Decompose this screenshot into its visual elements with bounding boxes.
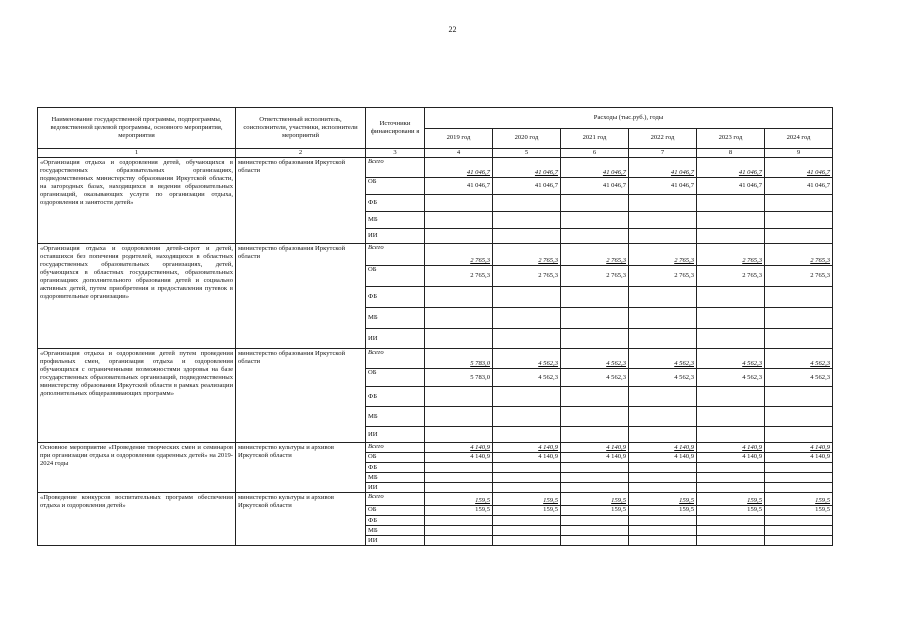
empty-cell bbox=[697, 329, 765, 349]
empty-cell bbox=[425, 463, 493, 473]
total-value-text: 4 562,3 bbox=[810, 360, 831, 367]
row-responsible: министерство образования Иркутской области bbox=[236, 349, 366, 443]
ob-value: 159,5 bbox=[697, 506, 765, 516]
total-value bbox=[697, 158, 765, 178]
total-value-text: 159,5 bbox=[679, 497, 694, 504]
empty-cell bbox=[425, 427, 493, 443]
empty-cell bbox=[697, 407, 765, 427]
ob-value: 4 140,9 bbox=[765, 453, 833, 463]
empty-cell bbox=[425, 329, 493, 349]
total-value-text: 5 783,0 bbox=[470, 360, 490, 367]
total-value bbox=[561, 443, 629, 453]
column-number: 5 bbox=[493, 149, 561, 158]
empty-cell bbox=[697, 212, 765, 229]
source-label: ОБ bbox=[366, 369, 425, 387]
empty-cell bbox=[493, 463, 561, 473]
total-value-text: 4 140,9 bbox=[470, 444, 490, 451]
empty-cell bbox=[629, 308, 697, 329]
total-value bbox=[561, 158, 629, 178]
table-row bbox=[38, 493, 833, 506]
total-value bbox=[629, 443, 697, 453]
empty-cell bbox=[561, 473, 629, 483]
source-label: МБ bbox=[366, 526, 425, 536]
ob-value: 159,5 bbox=[765, 506, 833, 516]
ob-value: 4 562,3 bbox=[697, 369, 765, 387]
empty-cell bbox=[425, 526, 493, 536]
empty-cell bbox=[425, 287, 493, 308]
total-value-text: 2 765,3 bbox=[470, 257, 490, 264]
empty-cell bbox=[765, 387, 833, 407]
total-value-text: 2 765,3 bbox=[674, 257, 694, 264]
total-value-text: 41 046,7 bbox=[806, 169, 831, 176]
empty-cell bbox=[765, 473, 833, 483]
total-value-text: 4 140,9 bbox=[810, 444, 831, 451]
total-value bbox=[697, 244, 765, 266]
empty-cell bbox=[561, 229, 629, 244]
expenses-table bbox=[37, 107, 833, 546]
row-responsible: министерство образования Иркутской области bbox=[236, 158, 366, 244]
empty-cell bbox=[425, 212, 493, 229]
total-value-text: 4 562,3 bbox=[606, 360, 626, 367]
column-number: 9 bbox=[765, 149, 833, 158]
ob-value: 41 046,7 bbox=[493, 178, 561, 195]
ob-value: 41 046,7 bbox=[629, 178, 697, 195]
total-value-text: 159,5 bbox=[747, 497, 762, 504]
empty-cell bbox=[561, 195, 629, 212]
table-row bbox=[38, 443, 833, 453]
empty-cell bbox=[697, 308, 765, 329]
ob-value: 2 765,3 bbox=[561, 266, 629, 287]
empty-cell bbox=[629, 427, 697, 443]
column-number: 2 bbox=[236, 149, 366, 158]
empty-cell bbox=[765, 536, 833, 546]
total-value bbox=[425, 244, 493, 266]
source-label: ИИ bbox=[366, 329, 425, 349]
empty-cell bbox=[629, 463, 697, 473]
total-value bbox=[425, 349, 493, 369]
empty-cell bbox=[629, 329, 697, 349]
total-value-text: 159,5 bbox=[815, 497, 831, 504]
ob-value: 2 765,3 bbox=[425, 266, 493, 287]
empty-cell bbox=[629, 229, 697, 244]
row-responsible: министерство культуры и архивов Иркутской области bbox=[236, 493, 366, 546]
empty-cell bbox=[765, 463, 833, 473]
empty-cell bbox=[697, 463, 765, 473]
ob-value: 4 140,9 bbox=[697, 453, 765, 463]
empty-cell bbox=[629, 387, 697, 407]
empty-cell bbox=[493, 536, 561, 546]
empty-cell bbox=[629, 536, 697, 546]
empty-cell bbox=[629, 473, 697, 483]
source-label: ФБ bbox=[366, 463, 425, 473]
ob-value: 41 046,7 bbox=[697, 178, 765, 195]
column-number: 3 bbox=[366, 149, 425, 158]
row-responsible: министерство образования Иркутской области bbox=[236, 244, 366, 349]
empty-cell bbox=[561, 516, 629, 526]
header-year: 2023 год bbox=[697, 129, 765, 149]
total-value-text: 4 562,3 bbox=[538, 360, 558, 367]
total-value-text: 159,5 bbox=[543, 497, 558, 504]
total-value-text: 41 046,7 bbox=[534, 169, 558, 176]
empty-cell bbox=[697, 195, 765, 212]
ob-value: 4 562,3 bbox=[493, 369, 561, 387]
source-label: ФБ bbox=[366, 516, 425, 526]
ob-value: 2 765,3 bbox=[697, 266, 765, 287]
total-value bbox=[561, 244, 629, 266]
empty-cell bbox=[765, 483, 833, 493]
ob-value: 2 765,3 bbox=[629, 266, 697, 287]
empty-cell bbox=[697, 516, 765, 526]
total-value bbox=[425, 443, 493, 453]
empty-cell bbox=[629, 212, 697, 229]
ob-value: 4 140,9 bbox=[561, 453, 629, 463]
empty-cell bbox=[561, 308, 629, 329]
ob-value: 159,5 bbox=[425, 506, 493, 516]
source-label: Всего bbox=[366, 244, 425, 266]
column-number: 4 bbox=[425, 149, 493, 158]
total-value bbox=[697, 493, 765, 506]
empty-cell bbox=[561, 463, 629, 473]
total-value bbox=[629, 493, 697, 506]
empty-cell bbox=[493, 407, 561, 427]
total-value-text: 4 140,9 bbox=[606, 444, 626, 451]
ob-value: 159,5 bbox=[629, 506, 697, 516]
source-label: ИИ bbox=[366, 483, 425, 493]
column-number: 6 bbox=[561, 149, 629, 158]
empty-cell bbox=[493, 387, 561, 407]
source-label: ФБ bbox=[366, 195, 425, 212]
empty-cell bbox=[765, 308, 833, 329]
empty-cell bbox=[697, 427, 765, 443]
empty-cell bbox=[561, 536, 629, 546]
empty-cell bbox=[493, 329, 561, 349]
total-value bbox=[765, 158, 833, 178]
empty-cell bbox=[561, 329, 629, 349]
header-year: 2019 год bbox=[425, 129, 493, 149]
source-label: Всего bbox=[366, 443, 425, 453]
total-value bbox=[561, 349, 629, 369]
total-value bbox=[765, 349, 833, 369]
empty-cell bbox=[493, 473, 561, 483]
total-value bbox=[765, 443, 833, 453]
total-value-text: 41 046,7 bbox=[602, 169, 626, 176]
empty-cell bbox=[425, 407, 493, 427]
source-label: МБ bbox=[366, 473, 425, 483]
total-value bbox=[697, 349, 765, 369]
total-value-text: 41 046,7 bbox=[670, 169, 694, 176]
ob-value: 4 140,9 bbox=[629, 453, 697, 463]
empty-cell bbox=[697, 229, 765, 244]
total-value bbox=[493, 443, 561, 453]
source-label: ФБ bbox=[366, 287, 425, 308]
empty-cell bbox=[697, 483, 765, 493]
header-year: 2020 год bbox=[493, 129, 561, 149]
total-value bbox=[629, 244, 697, 266]
empty-cell bbox=[765, 407, 833, 427]
source-label: ОБ bbox=[366, 178, 425, 195]
empty-cell bbox=[493, 427, 561, 443]
header-year: 2021 год bbox=[561, 129, 629, 149]
empty-cell bbox=[493, 483, 561, 493]
total-value bbox=[697, 443, 765, 453]
empty-cell bbox=[765, 287, 833, 308]
ob-value: 4 140,9 bbox=[425, 453, 493, 463]
total-value bbox=[629, 158, 697, 178]
empty-cell bbox=[493, 212, 561, 229]
total-value-text: 4 140,9 bbox=[742, 444, 762, 451]
empty-cell bbox=[629, 483, 697, 493]
header-name: Наименование государственной программы, подпрограммы, ведомственной целевой программы, основного мероприятия, мероприятия bbox=[38, 108, 236, 149]
total-value-text: 2 765,3 bbox=[538, 257, 558, 264]
empty-cell bbox=[697, 526, 765, 536]
total-value bbox=[765, 493, 833, 506]
empty-cell bbox=[697, 387, 765, 407]
empty-cell bbox=[765, 329, 833, 349]
page-number: 22 bbox=[448, 25, 457, 34]
total-value bbox=[425, 158, 493, 178]
empty-cell bbox=[561, 407, 629, 427]
empty-cell bbox=[425, 516, 493, 526]
empty-cell bbox=[561, 483, 629, 493]
source-label: Всего bbox=[366, 493, 425, 506]
source-label: ИИ bbox=[366, 536, 425, 546]
empty-cell bbox=[425, 473, 493, 483]
empty-cell bbox=[765, 526, 833, 536]
empty-cell bbox=[493, 516, 561, 526]
empty-cell bbox=[629, 516, 697, 526]
ob-value: 4 562,3 bbox=[629, 369, 697, 387]
empty-cell bbox=[425, 308, 493, 329]
empty-cell bbox=[493, 229, 561, 244]
empty-cell bbox=[697, 536, 765, 546]
empty-cell bbox=[629, 407, 697, 427]
header-expenses: Расходы (тыс.руб.), годы bbox=[425, 108, 833, 129]
total-value-text: 2 765,3 bbox=[742, 257, 762, 264]
total-value-text: 4 140,9 bbox=[538, 444, 558, 451]
empty-cell bbox=[425, 536, 493, 546]
ob-value: 4 140,9 bbox=[493, 453, 561, 463]
empty-cell bbox=[561, 526, 629, 536]
empty-cell bbox=[561, 427, 629, 443]
source-label: МБ bbox=[366, 308, 425, 329]
empty-cell bbox=[629, 195, 697, 212]
empty-cell bbox=[765, 427, 833, 443]
empty-cell bbox=[561, 212, 629, 229]
row-name: «Организация отдыха и оздоровления детей путем проведения профильных смен, организация отдыха и оздоровления обучающихся с ограниченными возможностями здоровья на базе государственных образовательных организаций, подведомственных министерству образования Иркутской области в рамках реализации дополнительных общеразвивающих программ» bbox=[38, 349, 236, 443]
ob-value: 2 765,3 bbox=[493, 266, 561, 287]
empty-cell bbox=[697, 473, 765, 483]
source-label: МБ bbox=[366, 407, 425, 427]
empty-cell bbox=[561, 387, 629, 407]
empty-cell bbox=[425, 195, 493, 212]
table-row bbox=[38, 158, 833, 178]
source-label: ФБ bbox=[366, 387, 425, 407]
empty-cell bbox=[765, 229, 833, 244]
empty-cell bbox=[493, 308, 561, 329]
empty-cell bbox=[425, 229, 493, 244]
row-name: «Проведение конкурсов воспитательных программ обеспечения отдыха и оздоровления детей» bbox=[38, 493, 236, 546]
header-year: 2024 год bbox=[765, 129, 833, 149]
total-value bbox=[493, 244, 561, 266]
column-number: 1 bbox=[38, 149, 236, 158]
total-value bbox=[629, 349, 697, 369]
header-year: 2022 год bbox=[629, 129, 697, 149]
column-number: 8 bbox=[697, 149, 765, 158]
ob-value: 5 783,0 bbox=[425, 369, 493, 387]
empty-cell bbox=[765, 516, 833, 526]
total-value-text: 2 765,3 bbox=[606, 257, 626, 264]
total-value bbox=[493, 493, 561, 506]
source-label: ОБ bbox=[366, 453, 425, 463]
total-value-text: 4 562,3 bbox=[674, 360, 694, 367]
empty-cell bbox=[697, 287, 765, 308]
total-value-text: 159,5 bbox=[475, 497, 490, 504]
empty-cell bbox=[425, 387, 493, 407]
ob-value: 41 046,7 bbox=[765, 178, 833, 195]
empty-cell bbox=[629, 526, 697, 536]
empty-cell bbox=[765, 195, 833, 212]
ob-value: 4 562,3 bbox=[561, 369, 629, 387]
empty-cell bbox=[493, 195, 561, 212]
total-value-text: 41 046,7 bbox=[466, 169, 490, 176]
total-value bbox=[425, 493, 493, 506]
total-value-text: 159,5 bbox=[611, 497, 626, 504]
empty-cell bbox=[425, 483, 493, 493]
empty-cell bbox=[493, 287, 561, 308]
row-name: «Организация отдыха и оздоровления детей, обучающихся в государственных образовательных организациях, подведомственных министерству образования Иркутской области, на загородных базах, находящихся в ведении образовательных организаций, оказывающих услуги по организации отдыха, оздоровления и занятости детей» bbox=[38, 158, 236, 244]
empty-cell bbox=[561, 287, 629, 308]
ob-value: 41 046,7 bbox=[561, 178, 629, 195]
source-label: Всего bbox=[366, 349, 425, 369]
header-sources: Источники финансировани я bbox=[366, 108, 425, 149]
total-value-text: 41 046,7 bbox=[738, 169, 762, 176]
empty-cell bbox=[765, 212, 833, 229]
source-label: ИИ bbox=[366, 229, 425, 244]
empty-cell bbox=[629, 287, 697, 308]
empty-cell bbox=[493, 526, 561, 536]
row-responsible: министерство культуры и архивов Иркутской области bbox=[236, 443, 366, 493]
ob-value: 159,5 bbox=[561, 506, 629, 516]
source-label: МБ bbox=[366, 212, 425, 229]
total-value bbox=[765, 244, 833, 266]
source-label: ИИ bbox=[366, 427, 425, 443]
source-label: ОБ bbox=[366, 506, 425, 516]
total-value-text: 4 562,3 bbox=[742, 360, 762, 367]
ob-value: 2 765,3 bbox=[765, 266, 833, 287]
row-name: «Организация отдыха и оздоровления детей-сирот и детей, оставшихся без попечения родителей, находящихся в областных государственных образовательных организациях, детей, обучающихся в областных государственных, образовательных организациях дополнительного образования детей и социально активных детей, путем приобретения и предоставления путевок в оздоровительные организации» bbox=[38, 244, 236, 349]
total-value-text: 2 765,3 bbox=[810, 257, 831, 264]
header-responsible: Ответственный исполнитель, соисполнители, участники, исполнители мероприятий bbox=[236, 108, 366, 149]
total-value bbox=[561, 493, 629, 506]
table-row bbox=[38, 349, 833, 369]
total-value bbox=[493, 349, 561, 369]
table-row bbox=[38, 244, 833, 266]
source-label: Всего bbox=[366, 158, 425, 178]
ob-value: 4 562,3 bbox=[765, 369, 833, 387]
total-value bbox=[493, 158, 561, 178]
ob-value: 159,5 bbox=[493, 506, 561, 516]
total-value-text: 4 140,9 bbox=[674, 444, 694, 451]
row-name: Основное мероприятие «Проведение творческих смен и семинаров при организации отдыха и оздоровления одаренных детей» на 2019-2024 годы bbox=[38, 443, 236, 493]
column-number: 7 bbox=[629, 149, 697, 158]
source-label: ОБ bbox=[366, 266, 425, 287]
ob-value: 41 046,7 bbox=[425, 178, 493, 195]
